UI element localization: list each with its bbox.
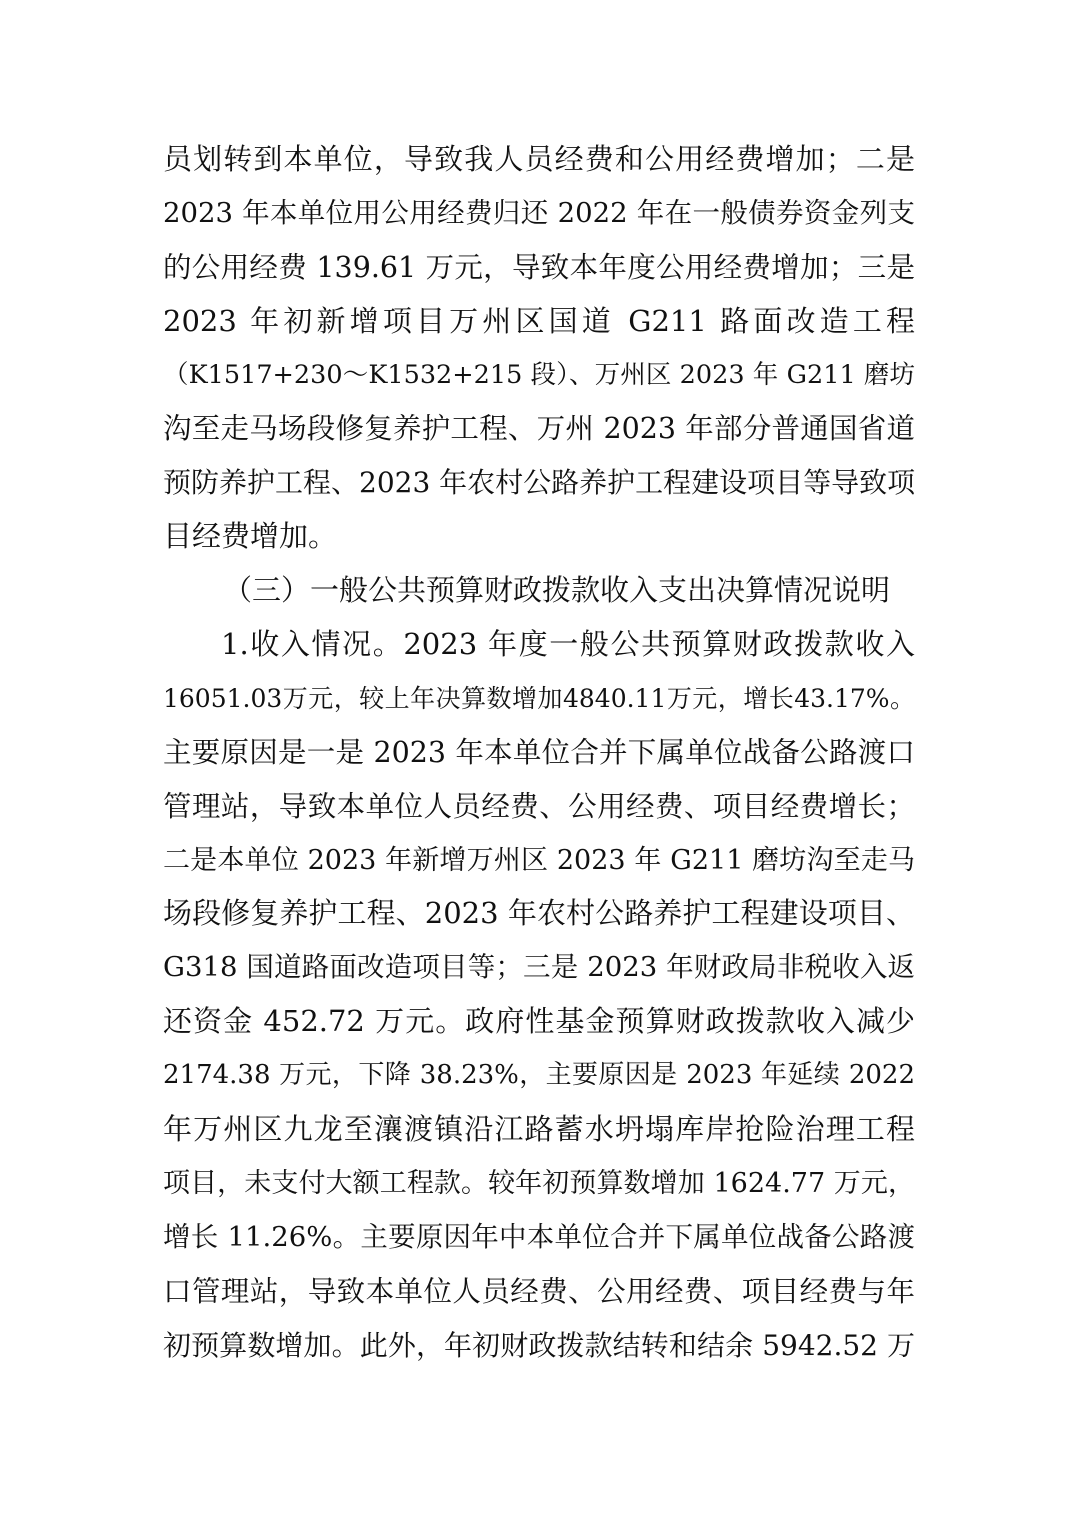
text-line: 目经费增加。 bbox=[163, 519, 338, 554]
text-line: 预防养护工程、2023 年农村公路养护工程建设项目等导致项 bbox=[163, 466, 916, 500]
text-line: 的公用经费 139.61 万元，导致本年度公用经费增加；三是 bbox=[163, 250, 915, 284]
text-line: 2174.38 万元，下降 38.23%，主要原因是 2023 年延续 2022 bbox=[163, 1060, 915, 1091]
section-heading: （三）一般公共预算财政拨款收入支出决算情况说明 bbox=[223, 573, 891, 608]
text-line: 项目，未支付大额工程款。较年初预算数增加 1624.77 万元， bbox=[163, 1167, 915, 1199]
text-line: 沟至走马场段修复养护工程、万州 2023 年部分普通国省道 bbox=[163, 412, 915, 446]
document-body bbox=[163, 133, 915, 1372]
text-line: 2023 年本单位用公用经费归还 2022 年在一般债券资金列支 bbox=[163, 196, 915, 229]
text-line: 口管理站，导致本单位人员经费、公用经费、项目经费与年 bbox=[163, 1274, 915, 1308]
text-line: 初预算数增加。此外，年初财政拨款结转和结余 5942.52 万 bbox=[163, 1328, 915, 1362]
text-line: 管理站，导致本单位人员经费、公用经费、项目经费增长； bbox=[163, 789, 915, 823]
paragraph-first-line: 1.收入情况。2023 年度一般公共预算财政拨款收入 bbox=[221, 627, 915, 662]
text-line: 还资金 452.72 万元。政府性基金预算财政拨款收入减少 bbox=[163, 1004, 915, 1039]
text-line: 16051.03万元，较上年决算数增加4840.11万元，增长43.17%。 bbox=[163, 683, 915, 713]
text-line: 2023 年初新增项目万州区国道 G211 路面改造工程 bbox=[163, 303, 915, 338]
text-line: （K1517+230～K1532+215 段）、万州区 2023 年 G211 磨坊 bbox=[163, 359, 915, 390]
text-line: 员划转到本单位，导致我人员经费和公用经费增加；二是 bbox=[163, 142, 915, 176]
text-line: 主要原因是一是 2023 年本单位合并下属单位战备公路渡口 bbox=[163, 735, 915, 769]
text-line: 场段修复养护工程、2023 年农村公路养护工程建设项目、 bbox=[163, 896, 915, 931]
text-line: 增长 11.26%。主要原因年中本单位合并下属单位战备公路渡 bbox=[163, 1220, 915, 1253]
text-line: 年万州区九龙至瀼渡镇沿江路蓄水坍塌库岸抢险治理工程 bbox=[163, 1112, 915, 1147]
text-line: G318 国道路面改造项目等；三是 2023 年财政局非税收入返 bbox=[163, 951, 915, 984]
text-line: 二是本单位 2023 年新增万州区 2023 年 G211 磨坊沟至走马 bbox=[163, 844, 915, 876]
